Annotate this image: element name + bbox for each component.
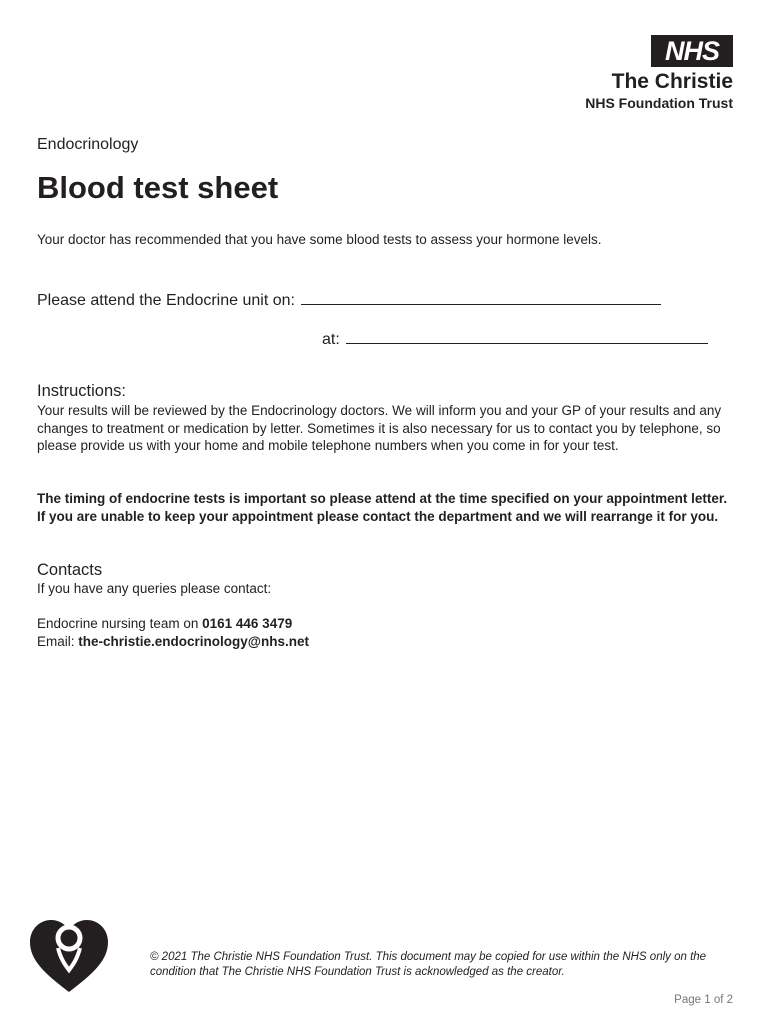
org-name: The Christie: [611, 70, 733, 93]
at-label: at:: [322, 331, 340, 348]
nhs-logo: NHS: [651, 35, 733, 67]
copyright-notice: © 2021 The Christie NHS Foundation Trust. This document may be copied for use within the NHS only on the condition that The Christie NHS Foundation Trust is acknowledged as the creator.: [150, 951, 707, 978]
attend-time-row: [322, 329, 708, 349]
attend-date-row: [37, 290, 661, 310]
email-label: Email:: [37, 634, 75, 649]
timing-notice: The timing of endocrine tests is important so please attend at the time specified on your appointment letter. If you are unable to keep your appointment please contact the department and we will rearrange it for you.: [37, 491, 728, 524]
department-label: Endocrinology: [37, 136, 139, 153]
contacts-intro: If you have any queries please contact:: [37, 581, 272, 596]
nursing-contact: [37, 615, 727, 633]
attend-date-blank[interactable]: [301, 290, 661, 305]
page-number: Page 1 of 2: [674, 994, 733, 1006]
attend-label: Please attend the Endocrine unit on:: [37, 292, 295, 309]
nursing-phone[interactable]: 0161 446 3479: [202, 616, 293, 631]
christie-heart-logo: [28, 918, 110, 994]
page-title: Blood test sheet: [37, 170, 279, 205]
org-subtitle: NHS Foundation Trust: [585, 95, 733, 111]
email-link[interactable]: the-christie.endocrinology@nhs.net: [78, 634, 309, 649]
attend-time-blank[interactable]: [346, 329, 708, 344]
instructions-heading: Instructions:: [37, 382, 126, 400]
intro-text: Your doctor has recommended that you have some blood tests to assess your hormone levels.: [37, 232, 602, 247]
email-contact: [37, 633, 727, 651]
contacts-heading: Contacts: [37, 561, 103, 579]
nursing-label: Endocrine nursing team on: [37, 616, 199, 631]
instructions-text: Your results will be reviewed by the Endocrinology doctors. We will inform you and your GP of your results and any changes to treatment or medication by letter. Sometimes it is also necessary for us to contact you by telephone, so please provide us with your home and mobile telephone numbers when you come in for your test.: [37, 403, 722, 453]
